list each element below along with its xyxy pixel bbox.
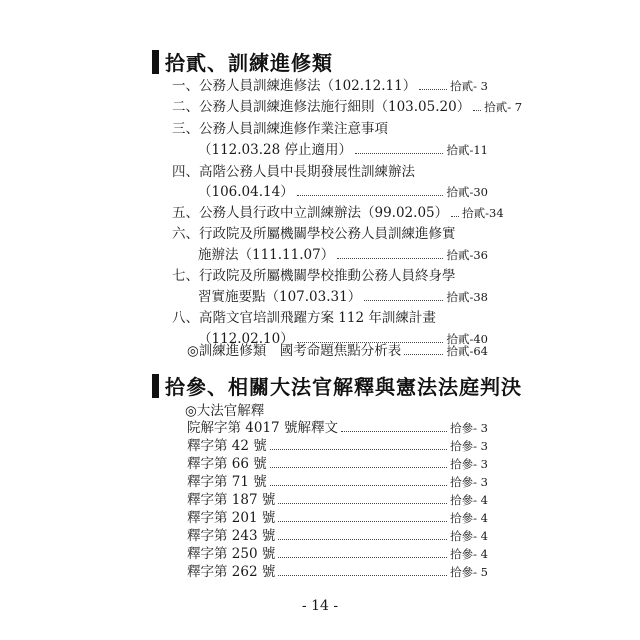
toc-entry-page: 拾貳-34	[462, 206, 504, 220]
leader-dots	[337, 258, 443, 259]
toc-entry	[187, 546, 488, 562]
toc-entry-page: 拾貳-38	[446, 290, 488, 304]
toc-entry	[187, 420, 488, 436]
toc-entry-page: 拾參- 3	[450, 421, 488, 435]
toc-entry	[187, 474, 488, 490]
toc-entry-title: 釋字第 250 號	[187, 546, 276, 562]
section-title: 拾貳、訓練進修類	[165, 51, 333, 75]
toc-entry-page: 拾貳-30	[446, 185, 488, 199]
toc-entry-title: 三、公務人員訓練進修作業注意事項	[172, 121, 388, 137]
toc-entry-title: 釋字第 71 號	[187, 474, 267, 490]
toc-entry-title: ◎訓練進修類 國考命題焦點分析表	[187, 343, 402, 359]
toc-entry	[187, 438, 488, 454]
toc-entry-title: 四、高階公務人員中長期發展性訓練辦法	[172, 164, 415, 180]
toc-entry	[172, 99, 523, 115]
toc-entry-continuation: 習實施要點（107.03.31）	[198, 289, 362, 305]
toc-entry	[187, 564, 488, 580]
toc-entry	[187, 510, 488, 526]
toc-entry-page: 拾貳-40	[446, 332, 488, 346]
leader-dots	[278, 575, 447, 576]
leader-dots	[473, 110, 481, 111]
heading-bar	[152, 374, 159, 398]
toc-entry-title: 七、行政院及所屬機關學校推動公務人員終身學	[172, 268, 456, 284]
toc-entry	[187, 492, 488, 508]
toc-entry-title: 二、公務人員訓練進修法施行細則（103.05.20）	[172, 99, 471, 115]
toc-entry-page: 拾貳-11	[446, 143, 488, 157]
toc-entry	[198, 247, 488, 263]
leader-dots	[297, 195, 444, 196]
subheading: ◎大法官解釋	[185, 403, 265, 419]
toc-entry-page: 拾參- 4	[450, 529, 488, 543]
toc-entry-page: 拾貳- 7	[484, 100, 523, 114]
toc-entry-title: 釋字第 187 號	[187, 492, 276, 508]
toc-entry-title: 八、高階文官培訓飛躍方案 112 年訓練計畫	[172, 310, 436, 326]
toc-entry-title: 院解字第 4017 號解釋文	[187, 420, 338, 436]
section-title: 拾參、相關大法官解釋與憲法法庭判決	[165, 375, 522, 399]
toc-entry-title: 一、公務人員訓練進修法（102.12.11）	[172, 78, 417, 94]
toc-entry-title: 釋字第 262 號	[187, 564, 276, 580]
toc-entry	[198, 142, 488, 158]
leader-dots	[270, 485, 447, 486]
toc-entry-page: 拾參- 3	[450, 439, 488, 453]
toc-entry	[172, 78, 488, 94]
toc-entry-title: 釋字第 201 號	[187, 510, 276, 526]
section-heading-interpretations	[152, 371, 522, 400]
leader-dots	[270, 449, 447, 450]
toc-entry-title: 六、行政院及所屬機關學校公務人員訓練進修實	[172, 226, 456, 242]
toc-entry	[187, 528, 488, 544]
toc-entry-page: 拾貳- 3	[450, 79, 488, 93]
section-heading-training	[152, 47, 333, 76]
toc-entry-continuation: （112.03.28 停止適用）	[198, 142, 352, 158]
leader-dots	[404, 354, 443, 355]
toc-entry-continuation: 施辦法（111.11.07）	[198, 247, 335, 263]
leader-dots	[451, 216, 459, 217]
toc-entry	[187, 456, 488, 472]
toc-entry-title: 釋字第 243 號	[187, 528, 276, 544]
toc-entry-continuation: （112.02.10）	[198, 331, 294, 347]
toc-entry	[198, 184, 488, 200]
toc-entry-title: 五、公務人員行政中立訓練辦法（99.02.05）	[172, 205, 449, 221]
toc-entry-continuation: （106.04.14）	[198, 184, 294, 200]
leader-dots	[278, 557, 447, 558]
toc-entry-title: 釋字第 42 號	[187, 438, 267, 454]
toc-entry-title: 釋字第 66 號	[187, 456, 267, 472]
leader-dots	[355, 153, 443, 154]
toc-entry	[172, 205, 504, 221]
leader-dots	[419, 89, 447, 90]
toc-entry-page: 拾參- 3	[450, 475, 488, 489]
toc-entry-page: 拾貳-36	[446, 248, 488, 262]
leader-dots	[364, 300, 443, 301]
leader-dots	[341, 431, 447, 432]
heading-bar	[152, 50, 159, 74]
toc-entry-page: 拾參- 4	[450, 547, 488, 561]
toc-entry	[187, 343, 488, 359]
toc-entry-page: 拾參- 5	[450, 565, 488, 579]
toc-entry-page: 拾參- 4	[450, 493, 488, 507]
leader-dots	[270, 467, 447, 468]
toc-entry-page: 拾貳-64	[446, 344, 488, 358]
leader-dots	[278, 503, 447, 504]
toc-entry-page: 拾參- 3	[450, 457, 488, 471]
leader-dots	[278, 539, 447, 540]
toc-entry	[198, 289, 488, 305]
page-number: - 14 -	[301, 598, 339, 614]
leader-dots	[278, 521, 447, 522]
toc-entry-page: 拾參- 4	[450, 511, 488, 525]
